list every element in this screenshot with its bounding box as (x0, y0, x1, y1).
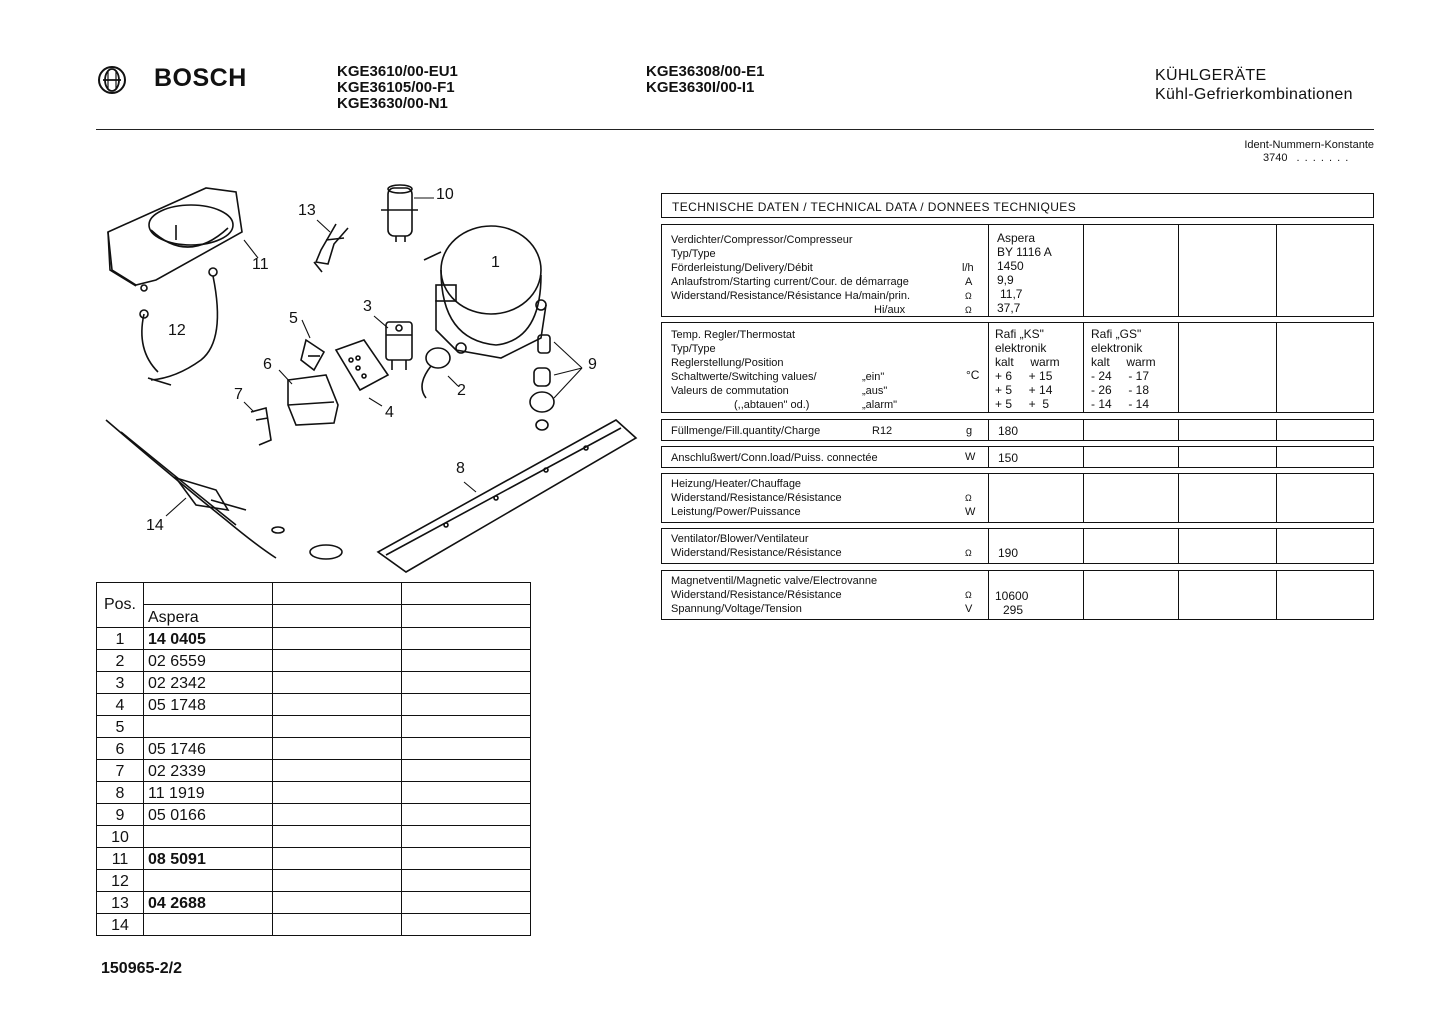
part-13-clip (314, 224, 348, 272)
resistance-label: Widerstand/Resistance/Résistance (671, 547, 842, 559)
off-label: „aus" (862, 385, 888, 397)
part-number: 05 1746 (144, 738, 273, 760)
blower-section (661, 528, 1374, 564)
compressor-brand: Aspera (997, 231, 1036, 245)
empty-cell (402, 760, 531, 782)
alarm-label: „alarm" (862, 399, 898, 411)
part-3-relay (386, 322, 412, 370)
table-row (97, 628, 531, 650)
part-position: 11 (97, 848, 144, 870)
table-row (97, 892, 531, 914)
compressor-res-aux: 37,7 (997, 301, 1021, 315)
empty-cell (402, 826, 531, 848)
pos-header: Pos. (97, 583, 144, 628)
diagram-label-12: 12 (168, 322, 186, 339)
part-number: 04 2688 (144, 892, 273, 914)
ident-value: 3740 (1263, 152, 1288, 164)
model-number: KGE3610/00-EU1 (337, 63, 458, 80)
on-label: „ein" (862, 371, 885, 383)
load-section (661, 446, 1374, 468)
part-number: 08 5091 (144, 848, 273, 870)
unit: W (965, 451, 976, 463)
diagram-label-4: 4 (385, 404, 394, 421)
switching-label: Schaltwerte/Switching values/ (671, 371, 817, 383)
load-value: 150 (998, 451, 1019, 465)
fill-label: Füllmenge/Fill.quantity/Charge (671, 425, 821, 437)
unit: W (965, 506, 976, 518)
resistance-label: Widerstand/Resistance/Résistance (671, 492, 842, 504)
part-number (144, 870, 273, 892)
empty-cell (273, 694, 402, 716)
ident-dots: . . . . . . . (1296, 152, 1350, 164)
diagram-label-6: 6 (263, 356, 272, 373)
category-title: KÜHLGERÄTE (1155, 67, 1267, 84)
tech-title-box (661, 193, 1374, 218)
commutation-label: Valeurs de commutation (671, 385, 789, 397)
empty-cell (402, 716, 531, 738)
part-6-thermostat (288, 375, 338, 425)
load-label: Anschlußwert/Conn.load/Puiss. connectée (671, 452, 878, 464)
thermostat-ks-position: kalt warm (995, 355, 1060, 369)
thermostat-gs-position: kalt warm (1091, 355, 1156, 369)
valve-section (661, 570, 1374, 620)
position-label: Reglerstellung/Position (671, 357, 784, 369)
empty-cell (273, 782, 402, 804)
part-1-compressor (424, 226, 546, 358)
part-number: 14 0405 (144, 628, 273, 650)
part-number: 02 2339 (144, 760, 273, 782)
leader-lines (166, 198, 582, 516)
diagram-label-8: 8 (456, 460, 465, 477)
part-position: 7 (97, 760, 144, 782)
models-group-1 (337, 64, 458, 112)
part-10-capacitor (381, 185, 418, 242)
empty-cell (402, 738, 531, 760)
part-number: 05 0166 (144, 804, 273, 826)
empty-cell (273, 804, 402, 826)
part-position: 10 (97, 826, 144, 848)
thermostat-ks-on: + 6 + 15 (995, 369, 1053, 383)
table-row (97, 848, 531, 870)
thermostat-gs-model: Rafi „GS" (1091, 327, 1142, 341)
unit: g (966, 425, 973, 437)
part-position: 13 (97, 892, 144, 914)
compressor-label: Verdichter/Compressor/Compresseur (671, 234, 853, 246)
model-number: KGE36105/00-F1 (337, 79, 455, 96)
part-position: 9 (97, 804, 144, 826)
part-number: 05 1748 (144, 694, 273, 716)
empty-cell (273, 650, 402, 672)
thermostat-gs-alarm: - 14 - 14 (1091, 397, 1150, 411)
thermostat-ks-model: Rafi „KS" (995, 327, 1044, 341)
thermostat-ks-alarm: + 5 + 5 (995, 397, 1050, 411)
part-7-bracket (251, 408, 271, 445)
empty-cell (402, 804, 531, 826)
bosch-logo (96, 62, 256, 98)
diagram-label-10: 10 (436, 186, 454, 203)
models-group-2 (646, 64, 764, 96)
diagram-label-14: 14 (146, 517, 164, 534)
heater-section (661, 473, 1374, 523)
empty-cell (402, 628, 531, 650)
empty-cell (273, 848, 402, 870)
diagram-label-9: 9 (588, 356, 597, 373)
empty-cell (402, 694, 531, 716)
part-number: 02 2342 (144, 672, 273, 694)
model-number: KGE3630/00-N1 (337, 95, 448, 112)
fill-section (661, 419, 1374, 441)
part-9-feet (530, 335, 554, 430)
part-position: 4 (97, 694, 144, 716)
part-position: 5 (97, 716, 144, 738)
valve-label: Magnetventil/Magnetic valve/Electrovanne (671, 575, 878, 587)
table-row (97, 914, 531, 936)
table-row (97, 650, 531, 672)
part-2-overload (422, 348, 450, 398)
resistance-main-label: Widerstand/Resistance/Résistance Ha/main/prin. (671, 290, 911, 302)
part-position: 12 (97, 870, 144, 892)
empty-cell (273, 914, 402, 936)
part-number: 02 6559 (144, 650, 273, 672)
heater-label: Heizung/Heater/Chauffage (671, 478, 802, 490)
empty-cell (402, 650, 531, 672)
empty-cell (273, 628, 402, 650)
type-label: Typ/Type (671, 343, 716, 355)
category-subtitle: Kühl-Gefrierkombinationen (1155, 86, 1353, 103)
unit: °C (966, 368, 980, 382)
thermostat-gs-off: - 26 - 18 (1091, 383, 1150, 397)
diagram-label-5: 5 (289, 310, 298, 327)
table-row (97, 804, 531, 826)
empty-cell (402, 914, 531, 936)
defrost-label: (,,abtauen" od.) (734, 399, 810, 411)
empty-cell (273, 716, 402, 738)
starting-current-label: Anlaufstrom/Starting current/Cour. de démarrage (671, 276, 909, 288)
diagram-label-3: 3 (363, 298, 372, 315)
compressor-res-main: 11,7 (1000, 287, 1023, 301)
thermostat-ks-type: elektronik (995, 341, 1047, 355)
compressor-section (661, 224, 1374, 317)
valve-resistance-value: 10600 (995, 589, 1029, 603)
table-row (97, 782, 531, 804)
table-row (97, 716, 531, 738)
unit: A (965, 276, 973, 288)
part-14-cable (106, 420, 342, 559)
exploded-parts-diagram (96, 180, 641, 578)
part-position: 3 (97, 672, 144, 694)
unit: Ω (965, 590, 972, 600)
blower-label: Ventilator/Blower/Ventilateur (671, 533, 809, 545)
empty-cell (273, 672, 402, 694)
thermostat-gs-on: - 24 - 17 (1091, 369, 1150, 383)
voltage-label: Spannung/Voltage/Tension (671, 603, 802, 615)
model-number: KGE36308/00-E1 (646, 63, 765, 80)
thermostat-gs-type: elektronik (1091, 341, 1143, 355)
ident-block (1190, 139, 1374, 165)
unit: Ω (965, 548, 972, 558)
empty-cell (273, 892, 402, 914)
parts-header-row (97, 583, 531, 605)
parts-brand-row (97, 604, 531, 627)
diagram-label-7: 7 (234, 386, 243, 403)
empty-cell (402, 870, 531, 892)
compressor-current: 9,9 (997, 273, 1014, 287)
unit: V (965, 603, 973, 615)
empty-cell (402, 848, 531, 870)
empty-cell (402, 782, 531, 804)
thermostat-section (661, 322, 1374, 413)
resistance-label: Widerstand/Resistance/Résistance (671, 589, 842, 601)
unit: Ω (965, 493, 972, 503)
part-number (144, 914, 273, 936)
unit: l/h (962, 262, 974, 274)
part-4-terminal-block (336, 340, 388, 390)
thermostat-ks-off: + 5 + 14 (995, 383, 1053, 397)
power-label: Leistung/Power/Puissance (671, 506, 801, 518)
delivery-label: Förderleistung/Delivery/Débit (671, 262, 813, 274)
empty-cell (273, 826, 402, 848)
header-rule (96, 129, 1374, 130)
bosch-armature-icon (96, 64, 128, 96)
parts-table (96, 582, 531, 936)
table-row (97, 826, 531, 848)
empty-cell (402, 892, 531, 914)
blower-value: 190 (998, 546, 1019, 560)
diagram-label-11: 11 (252, 256, 269, 273)
empty-cell (273, 760, 402, 782)
valve-voltage-value: 295 (1003, 603, 1024, 617)
document-footer: 150965-2/2 (101, 960, 182, 977)
resistance-aux-label: Hi/aux (874, 304, 906, 316)
compressor-delivery: 1450 (997, 259, 1024, 273)
part-8-rail (378, 420, 636, 572)
unit: Ω (965, 305, 972, 315)
tech-title: TECHNISCHE DATEN / TECHNICAL DATA / DONNEES TECHNIQUES (672, 200, 1077, 214)
unit: Ω (965, 291, 972, 301)
table-row (97, 672, 531, 694)
category-block (1155, 66, 1353, 104)
fill-value: 180 (998, 424, 1019, 438)
thermostat-label: Temp. Regler/Thermostat (671, 329, 796, 341)
type-label: Typ/Type (671, 248, 716, 260)
ident-label: Ident-Nummern-Konstante (1244, 139, 1374, 151)
part-position: 1 (97, 628, 144, 650)
brand-header: Aspera (144, 604, 273, 627)
part-position: 8 (97, 782, 144, 804)
empty-cell (402, 672, 531, 694)
table-row (97, 694, 531, 716)
empty-cell (273, 738, 402, 760)
diagram-label-13: 13 (298, 202, 316, 219)
model-number: KGE3630I/00-I1 (646, 79, 755, 96)
part-position: 2 (97, 650, 144, 672)
part-number: 11 1919 (144, 782, 273, 804)
brand-name: BOSCH (154, 64, 247, 92)
table-row (97, 738, 531, 760)
compressor-type: BY 1116 A (997, 245, 1052, 259)
table-row (97, 870, 531, 892)
empty-cell (273, 870, 402, 892)
part-11-drip-tray (108, 188, 242, 291)
part-number (144, 716, 273, 738)
refrigerant: R12 (872, 425, 893, 437)
diagram-label-2: 2 (457, 382, 466, 399)
part-position: 6 (97, 738, 144, 760)
part-position: 14 (97, 914, 144, 936)
diagram-label-1: 1 (491, 254, 500, 271)
table-row (97, 760, 531, 782)
part-number (144, 826, 273, 848)
part-5-clamp (301, 340, 324, 370)
